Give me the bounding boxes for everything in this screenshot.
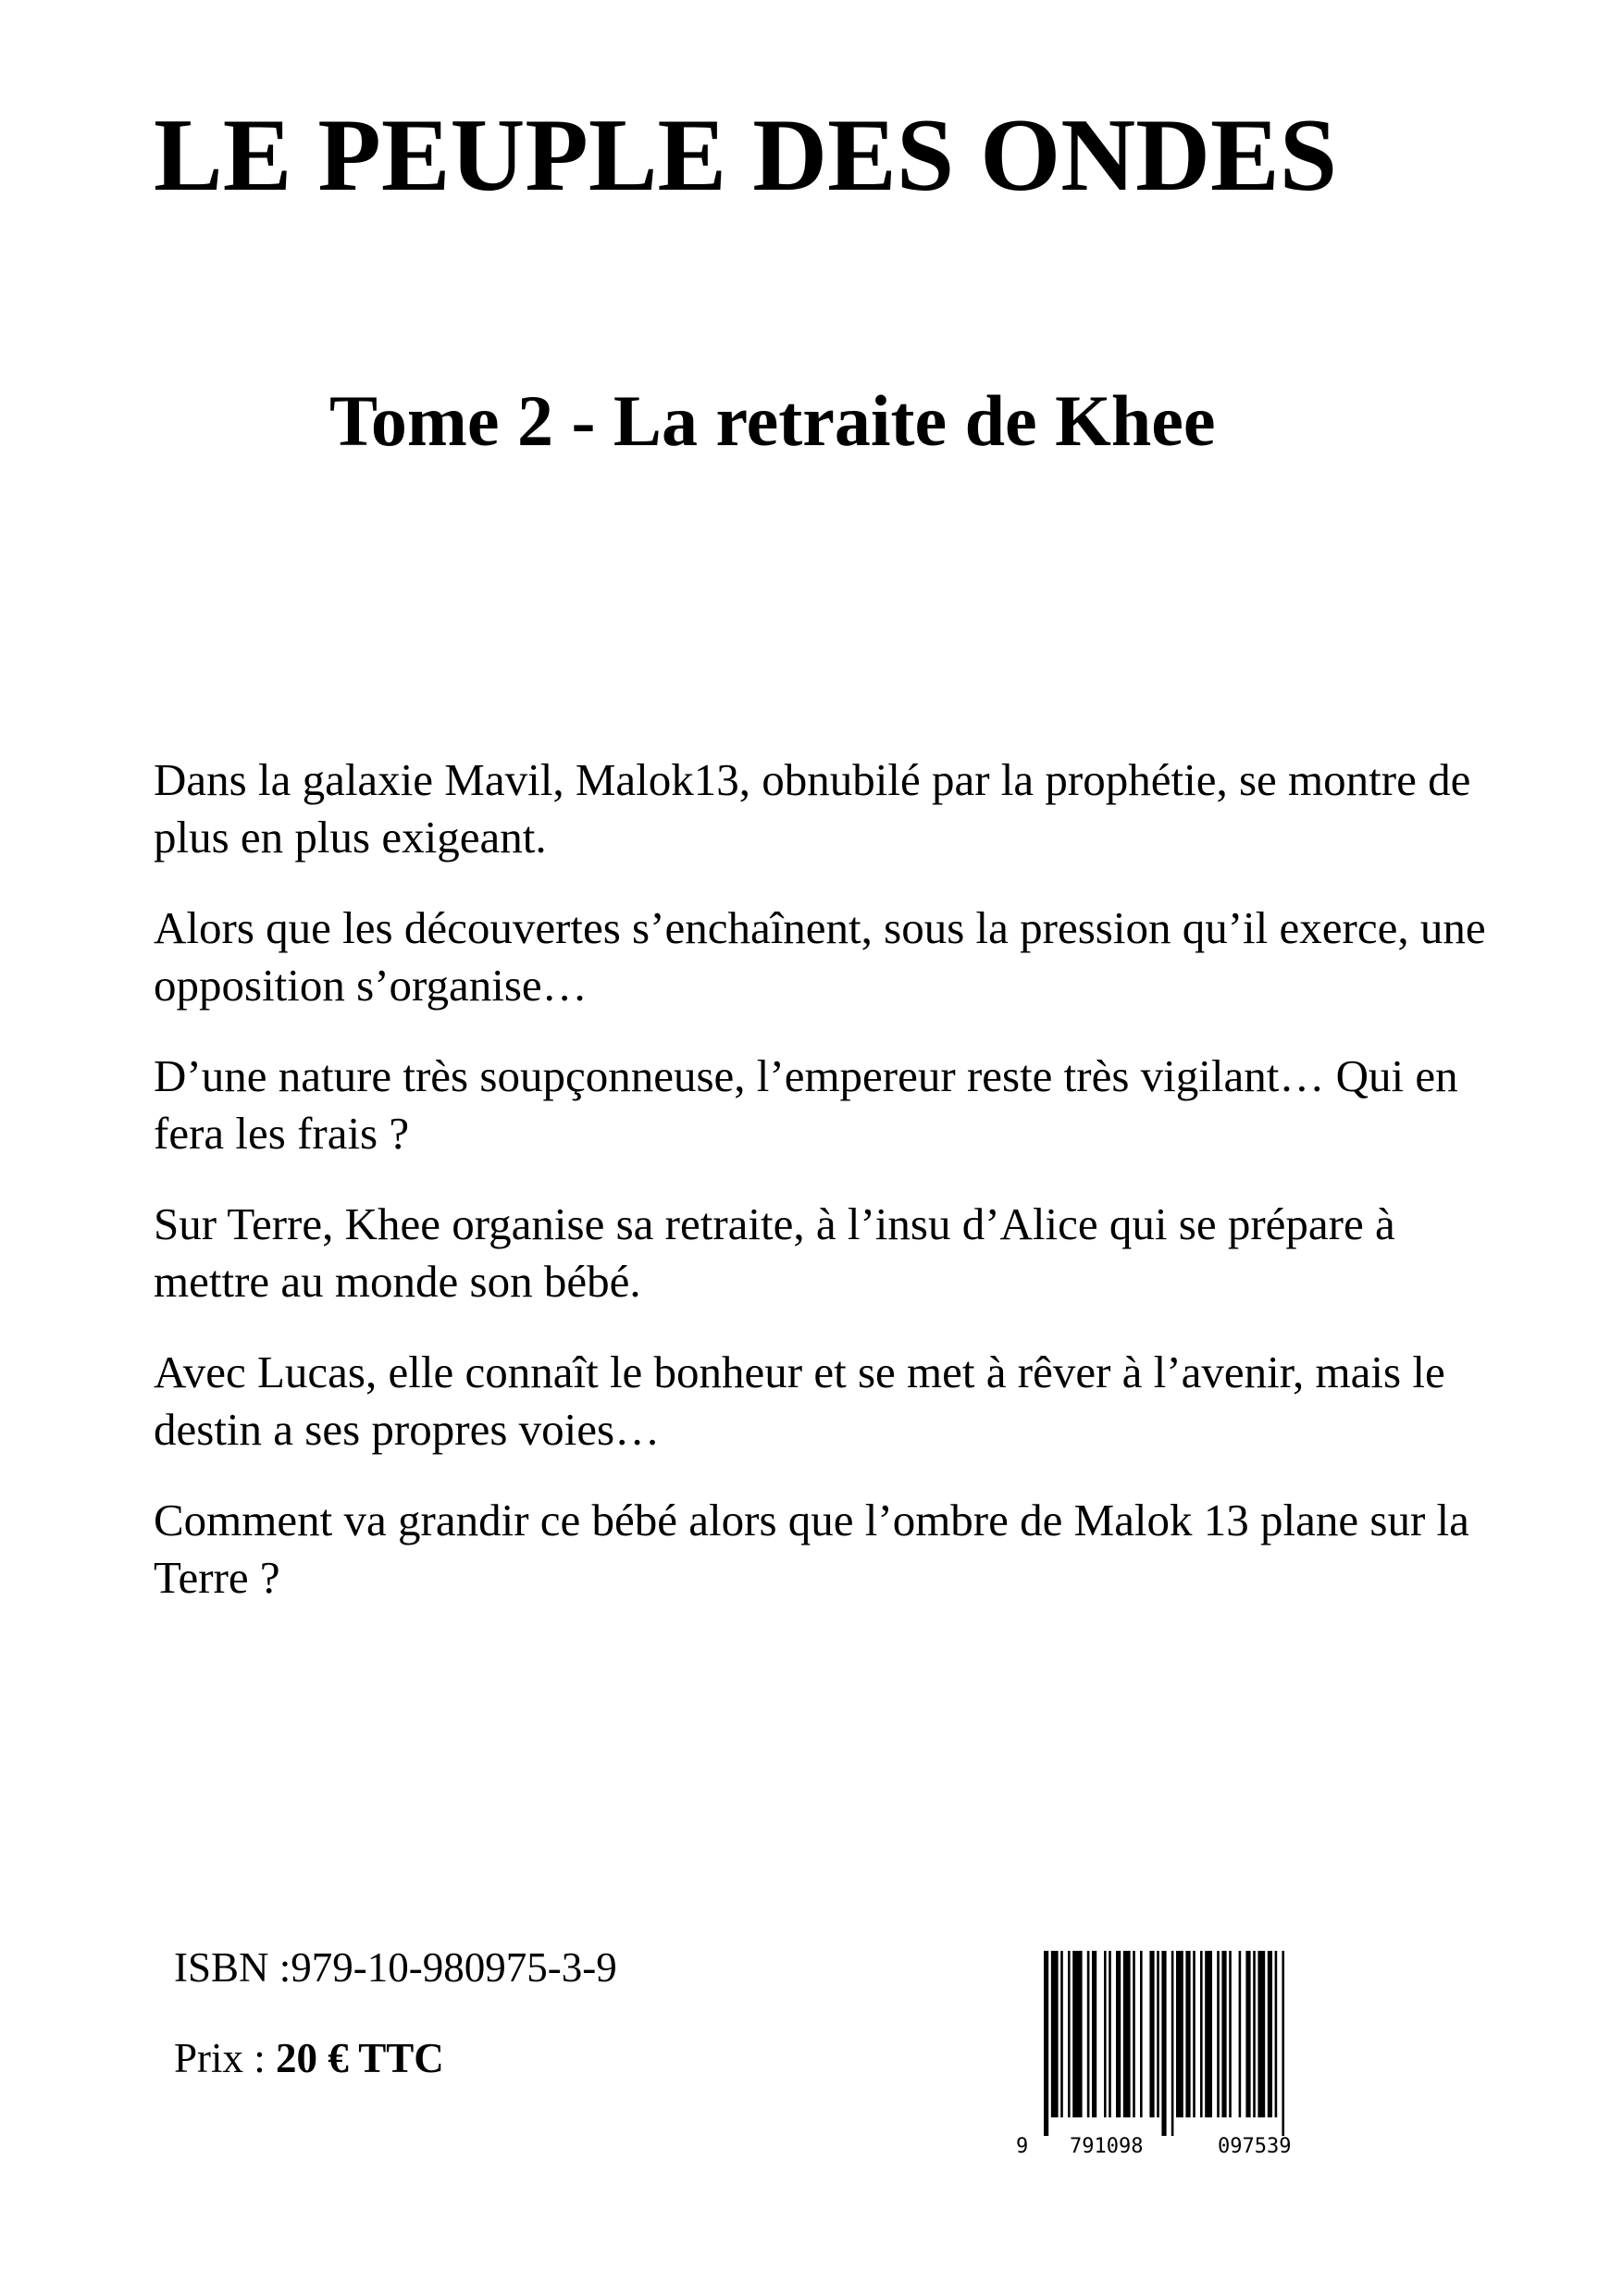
barcode-bar [1185, 1951, 1190, 2117]
blurb-paragraph: Avec Lucas, elle connaît le bonheur et se met à rêver à l’avenir, mais le destin a ses propres voies… [154, 1347, 1445, 1455]
book-title: LE PEUPLE DES ONDES [154, 98, 1337, 213]
barcode-bar [1072, 1951, 1082, 2117]
barcode-bar [1205, 1951, 1212, 2117]
barcode-bar [1104, 1951, 1107, 2117]
barcode-bar [1123, 1951, 1131, 2117]
barcode-bar [1253, 1951, 1256, 2117]
blurb-paragraph: Dans la galaxie Mavil, Malok13, obnubilé par la prophétie, se montre de plus en plus exigeant. [154, 754, 1471, 863]
barcode-bar [1133, 1951, 1135, 2117]
barcode-graphic [1016, 1951, 1368, 2164]
barcode-bar [1109, 1951, 1111, 2117]
barcode-bar [1245, 1951, 1250, 2117]
barcode-bar [1275, 1951, 1278, 2117]
barcode-bar [1268, 1951, 1272, 2117]
book-subtitle: Tome 2 - La retraite de Khee [329, 380, 1216, 461]
barcode-bar [1282, 1951, 1284, 2136]
barcode-digits-right: 097539 [1218, 2135, 1292, 2158]
barcode-bars [1044, 1951, 1284, 2136]
blurb-paragraph: Comment va grandir ce bébé alors que l’ombre de Malok 13 plane sur la Terre ? [154, 1495, 1469, 1603]
barcode-bar [1221, 1951, 1226, 2117]
blurb-paragraph: Alors que les découvertes s’enchaînent, sous la pression qu’il exerce, une opposition s’organise… [154, 902, 1486, 1011]
barcode-bar [1140, 1951, 1143, 2117]
barcode-bar [1087, 1951, 1090, 2117]
barcode-bar [1229, 1951, 1232, 2117]
price-line [174, 2035, 444, 2081]
barcode-bar [1176, 1951, 1183, 2117]
barcode-digits-left: 791098 [1070, 2135, 1144, 2158]
barcode [1016, 1951, 1368, 2164]
barcode-bar [1258, 1951, 1265, 2117]
price-label: Prix : [174, 2035, 277, 2081]
barcode-bar [1051, 1951, 1059, 2117]
barcode-bar [1171, 1951, 1174, 2136]
barcode-bar [1092, 1951, 1096, 2117]
barcode-bar [1157, 1951, 1159, 2117]
blurb-paragraph: D’une nature très soupçonneuse, l’empereur reste très vigilant… Qui en fera les frais ? [154, 1050, 1458, 1159]
barcode-bar [1060, 1951, 1063, 2117]
barcode-bar [1068, 1951, 1071, 2117]
barcode-bar [1149, 1951, 1154, 2117]
isbn-text: ISBN :979-10-980975-3-9 [174, 1944, 617, 1991]
barcode-bar [1200, 1951, 1203, 2117]
barcode-bar [1239, 1951, 1242, 2117]
barcode-bar [1116, 1951, 1121, 2117]
barcode-bar [1217, 1951, 1220, 2117]
back-cover-blurb [154, 751, 1505, 1640]
barcode-bar [1161, 1951, 1166, 2136]
blurb-paragraph: Sur Terre, Khee organise sa retraite, à l’insu d’Alice qui se prépare à mettre au monde son bébé. [154, 1198, 1395, 1307]
barcode-bar [1193, 1951, 1196, 2117]
barcode-bar [1044, 1951, 1048, 2136]
barcode-digit-lead: 9 [1016, 2135, 1029, 2158]
price-value: 20 € TTC [276, 2035, 444, 2081]
